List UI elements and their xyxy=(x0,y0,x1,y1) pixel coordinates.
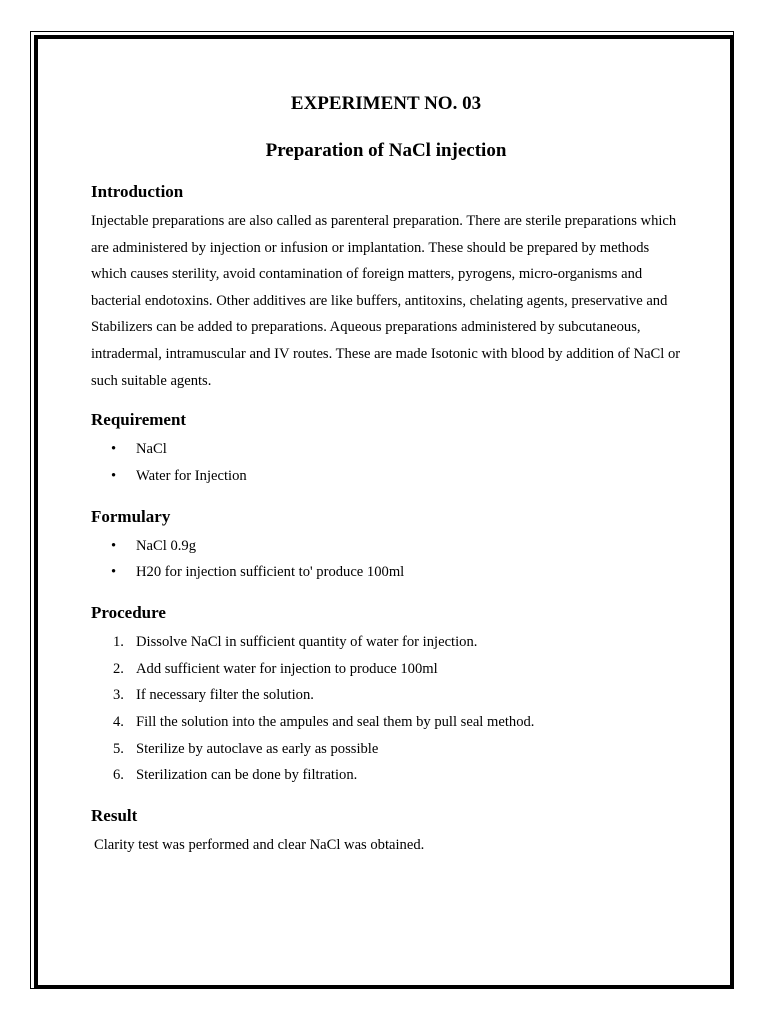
list-item xyxy=(91,533,681,560)
result-text: Clarity test was performed and clear NaCl was obtained. xyxy=(94,837,425,854)
list-item xyxy=(91,762,681,789)
formulary-heading: Formulary xyxy=(91,506,171,526)
step-number: 6. xyxy=(113,767,124,784)
list-item xyxy=(91,559,681,586)
step-text: Add sufficient water for injection to produce 100ml xyxy=(136,660,438,677)
list-item xyxy=(91,656,681,683)
step-number: 5. xyxy=(113,740,124,757)
step-number: 4. xyxy=(113,714,124,731)
list-item-text: NaCl xyxy=(136,441,167,458)
list-item-text: Water for Injection xyxy=(136,467,247,484)
list-item xyxy=(91,436,681,463)
step-number: 3. xyxy=(113,687,124,704)
list-item-text: NaCl 0.9g xyxy=(136,537,196,554)
bullet-icon: • xyxy=(111,467,117,484)
list-item xyxy=(91,736,681,763)
step-number: 2. xyxy=(113,660,124,677)
bullet-icon: • xyxy=(111,537,117,554)
result-heading: Result xyxy=(91,806,138,826)
experiment-title: EXPERIMENT NO. 03 xyxy=(290,93,482,114)
requirement-list xyxy=(91,436,681,489)
list-item xyxy=(91,709,681,736)
step-text: Fill the solution into the ampules and seal them by pull seal method. xyxy=(136,714,535,731)
introduction-text: Injectable preparations are also called as parenteral preparation. There are sterile preparations which are administered by injection or infusion or implantation. These should be prepared by methods which causes sterility, avoid contamination of foreign matters, pyrogens, micro-organisms and bacterial endotoxins. Other additives are like buffers, antitoxins, chelating agents, preservative and Stabilizers can be added to preparations. Aqueous preparations administered by subcutaneous, intradermal, intramuscular and IV routes. These are made Isotonic with blood by addition of NaCl or such suitable agents. xyxy=(91,213,681,389)
procedure-heading: Procedure xyxy=(91,602,166,622)
list-item xyxy=(91,629,681,656)
requirement-heading: Requirement xyxy=(91,410,187,430)
list-item xyxy=(91,463,681,490)
step-text: Sterilize by autoclave as early as possible xyxy=(136,740,379,757)
experiment-subtitle: Preparation of NaCl injection xyxy=(265,140,507,161)
bullet-icon: • xyxy=(111,441,117,458)
step-number: 1. xyxy=(113,633,124,650)
introduction-heading: Introduction xyxy=(91,182,184,201)
list-item-text: H20 for injection sufficient to' produce 100ml xyxy=(136,564,405,581)
step-text: Sterilization can be done by filtration. xyxy=(136,767,358,784)
list-item xyxy=(91,682,681,709)
step-text: If necessary filter the solution. xyxy=(136,687,314,704)
procedure-list xyxy=(91,629,681,789)
formulary-list xyxy=(91,533,681,586)
step-text: Dissolve NaCl in sufficient quantity of water for injection. xyxy=(136,633,478,650)
bullet-icon: • xyxy=(111,564,117,581)
document-body xyxy=(91,90,681,858)
